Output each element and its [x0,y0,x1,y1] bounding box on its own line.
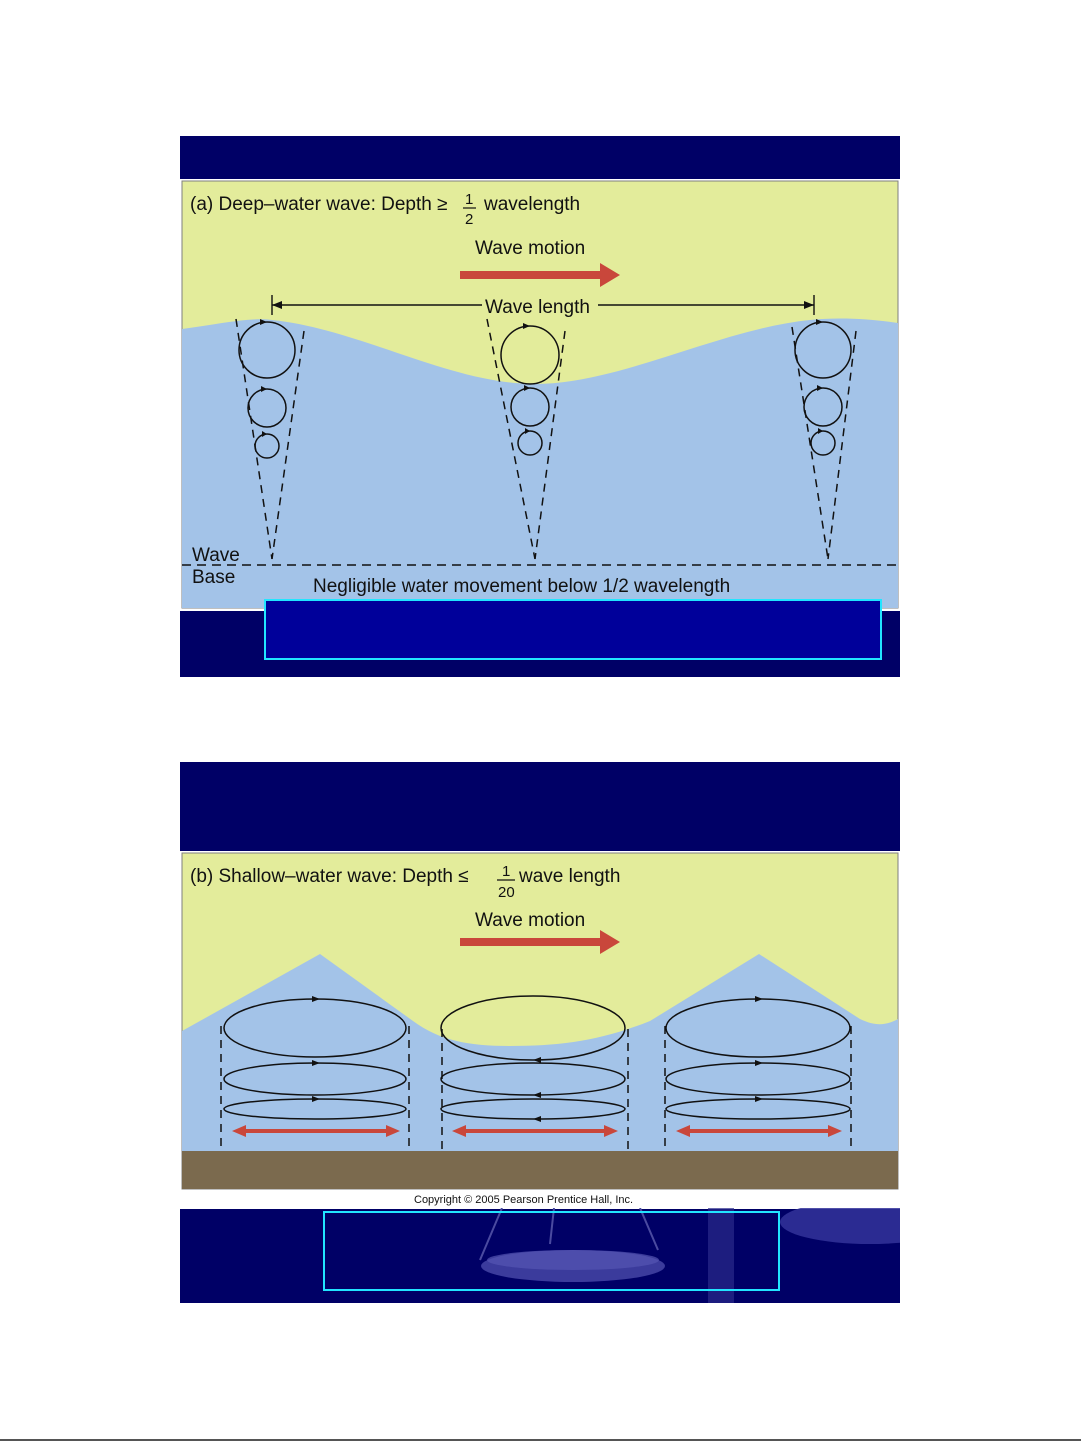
shallow-water-wave-diagram [180,851,900,1209]
deep-water-wave-diagram [180,179,900,611]
shallow-motion-label: Wave motion [475,910,586,931]
wavelength-label: Wave length [485,297,590,318]
caption-box-a [264,599,882,660]
negligible-label: Negligible water movement below 1/2 wavelength [313,576,731,597]
slide-shallow-water [180,762,900,1303]
copyright-text: Copyright © 2005 Pearson Prentice Hall, Inc. [414,1194,634,1206]
deep-frac-num: 1 [465,191,474,208]
deep-frac-den: 2 [465,211,474,228]
caption-box-b [323,1211,780,1291]
wave-base-label-2: Base [192,567,236,588]
deep-label-prefix: (a) Deep–water wave: Depth ≥ [190,194,448,215]
deep-label-suffix: wavelength [484,194,581,215]
shallow-frac-den: 20 [498,884,515,901]
seabed [182,1151,898,1189]
wave-base-label-1: Wave [192,545,240,566]
deep-motion-label: Wave motion [475,238,586,259]
shallow-label-prefix: (b) Shallow–water wave: Depth ≤ [190,866,469,887]
slide-deep-water [180,136,900,677]
shallow-frac-num: 1 [502,863,511,880]
shallow-label-suffix: wave length [519,866,621,887]
